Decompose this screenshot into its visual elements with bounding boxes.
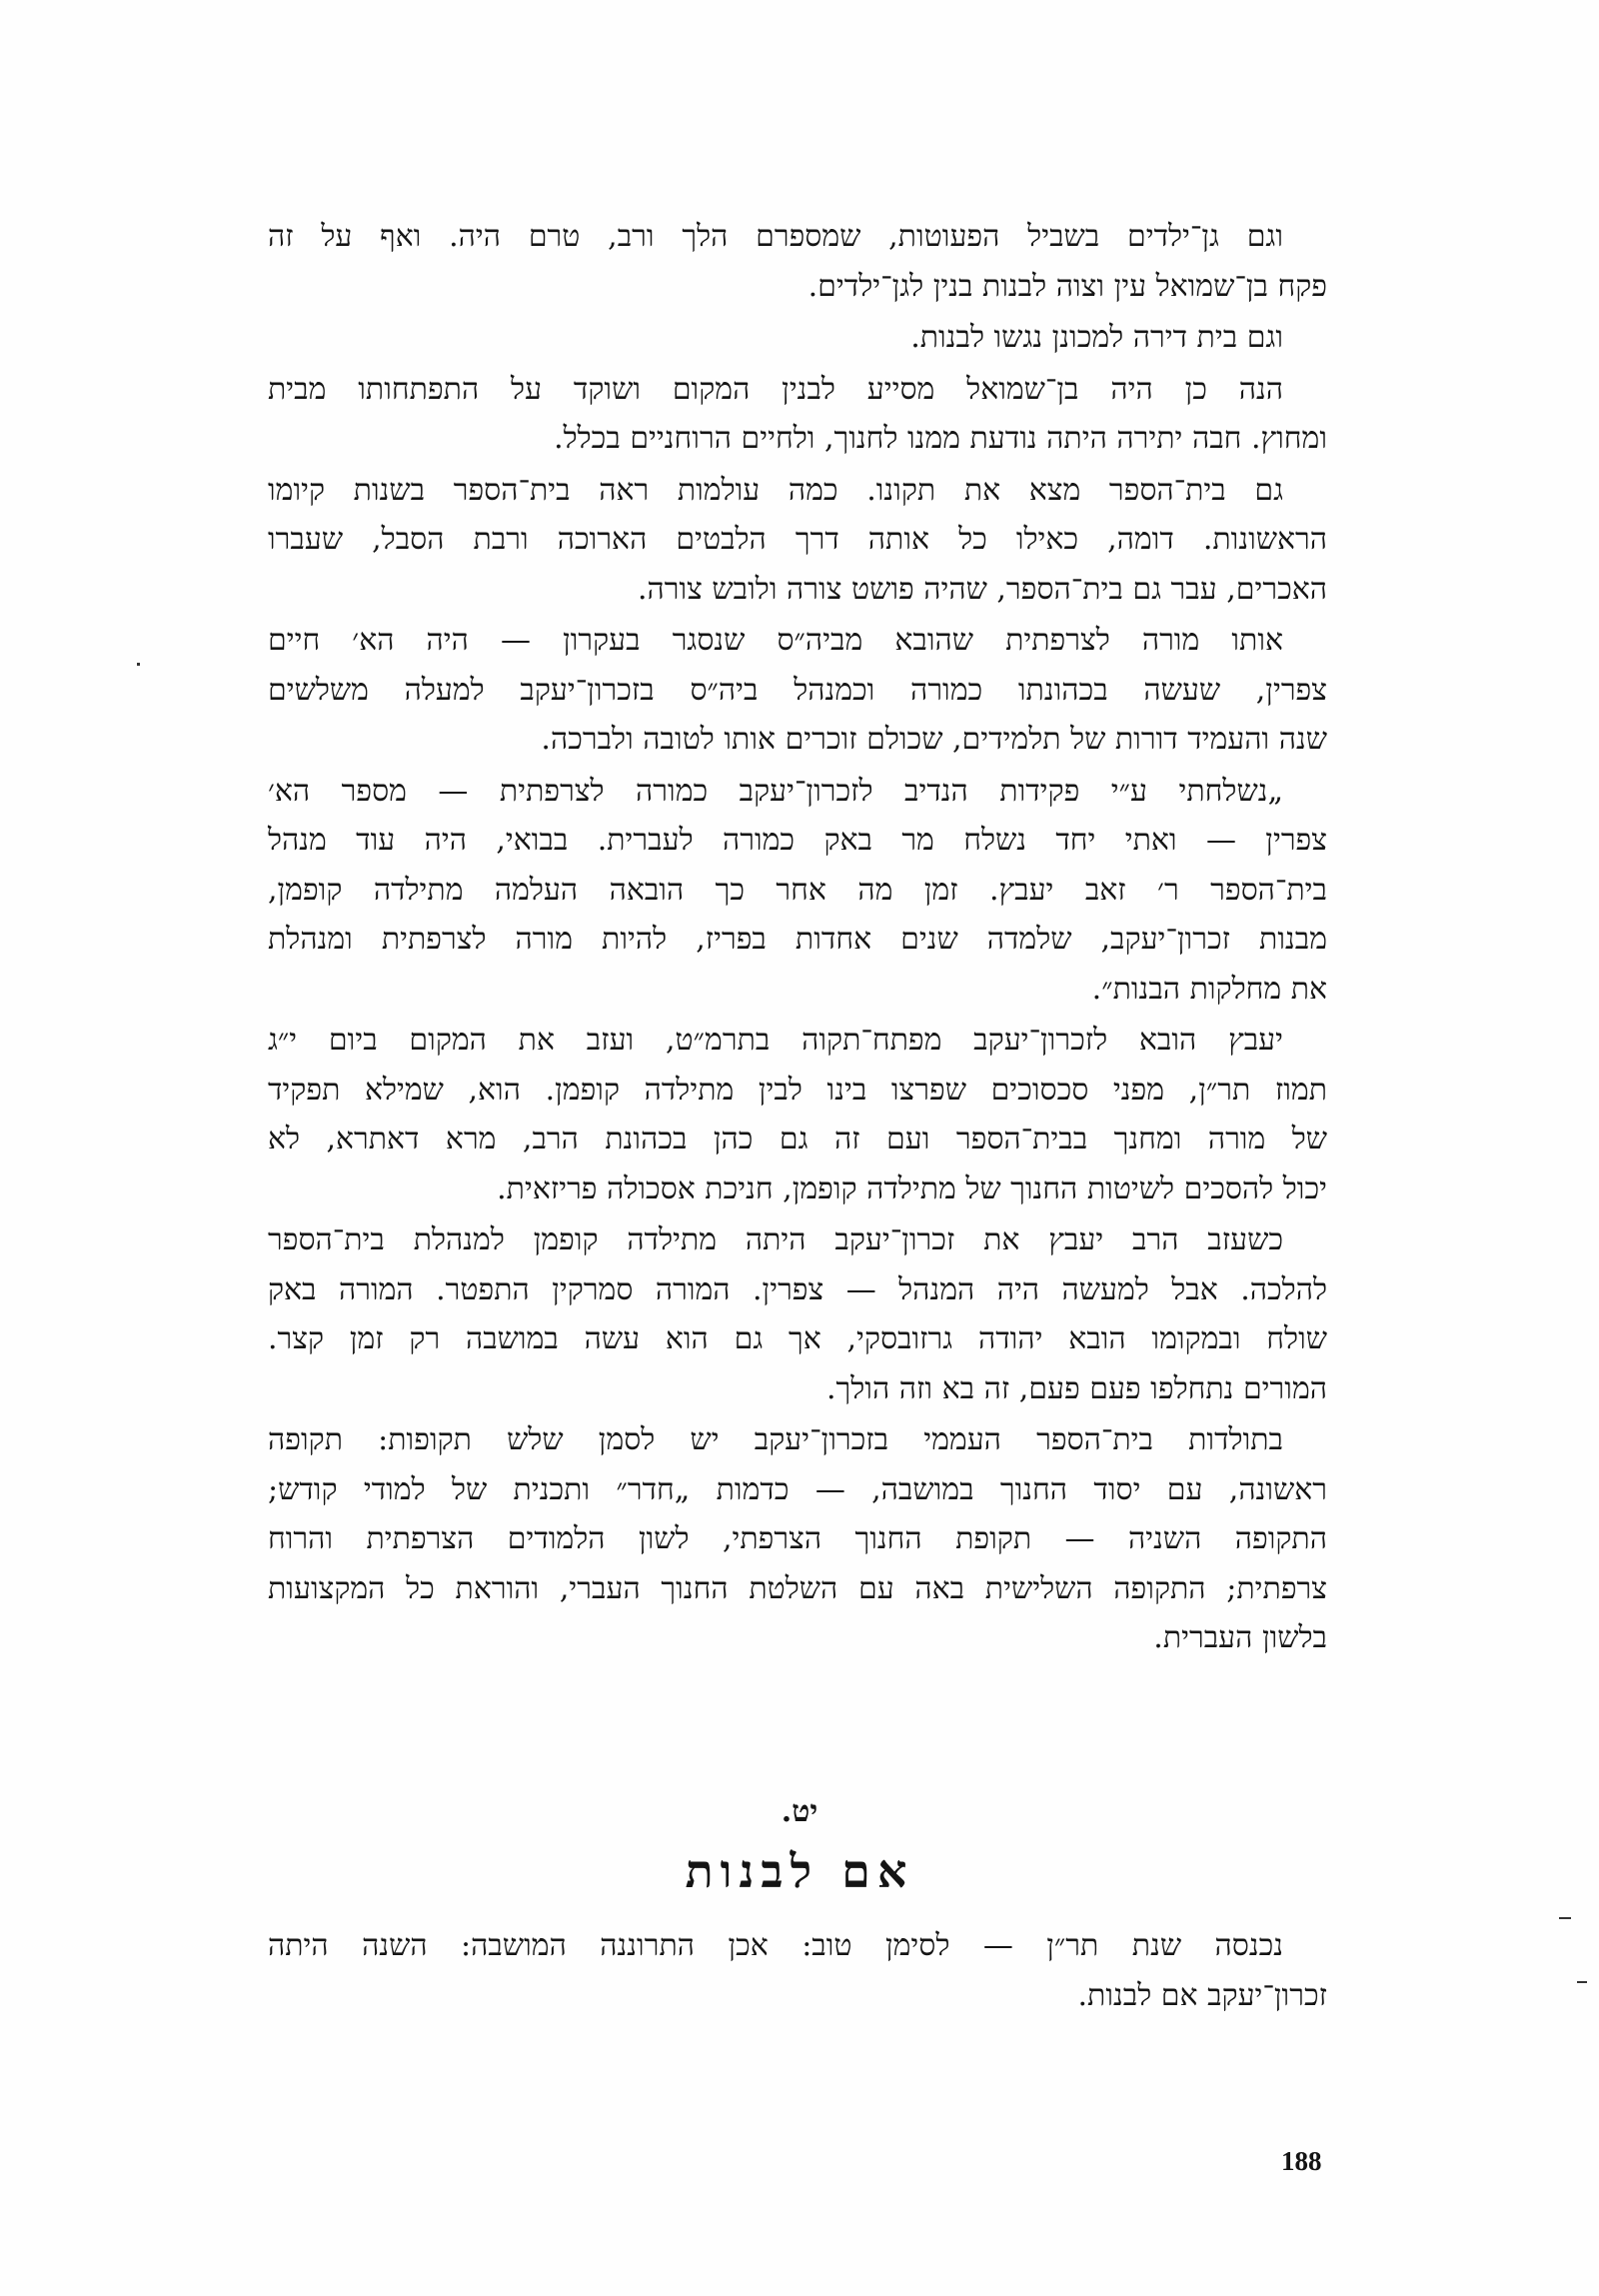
paragraph-three-periods bbox=[268, 1415, 1327, 1663]
text-line: שולח ובמקומו הובא יהודה גרזובסקי, אך גם הוא עשה במושבה רק זמן קצר. bbox=[268, 1321, 1327, 1356]
text-line: נכנסה שנת תר״ן — לסימן טוב: אכן התרוננה המושבה: השנה היתה bbox=[268, 1928, 1283, 1963]
text-line: יכול להסכים לשיטות החנוך של מתילדה קופמן, חניכת אסכולה פריזאית. bbox=[497, 1170, 1327, 1206]
chapter-number: יט. bbox=[781, 1794, 818, 1829]
text-line: אותו מורה לצרפתית שהובא מביה״ס שנסגר בעקרון — היה הא׳ חיים bbox=[268, 623, 1283, 658]
text-line: וגם גן־ילדים בשביל הפעוטות, שמספרם הלך ורב, טרם היה. ואף על זה bbox=[268, 219, 1283, 254]
text-line: ומחוץ. חבה יתירה היתה נודעת ממנו לחנוך, ולחיים הרוחניים בכלל. bbox=[554, 421, 1327, 456]
text-line: ראשונה, עם יסוד החנוך במושבה, — כדמות „חדר״ ותכנית של למודי קודש; bbox=[268, 1471, 1327, 1507]
text-line: בלשון העברית. bbox=[1153, 1620, 1327, 1655]
text-line: שנה והעמיד דורות של תלמידים, שכולם זוכרים אותו לטובה ולברכה. bbox=[541, 722, 1327, 757]
paragraph-french-teacher bbox=[268, 616, 1327, 765]
chapter-title: אם לבנות bbox=[685, 1844, 914, 1898]
paragraph-ben-shmuel bbox=[268, 365, 1327, 464]
text-line: תמוז תר״ן, מפני סכסוכים שפרצו בינו לבין מתילדה קופמן. הוא, שמילא תפקיד bbox=[268, 1072, 1327, 1108]
text-line: יעבץ הובא לזכרון־יעקב מפתח־תקוה בתרמ״ט, ועזב את המקום ביום י״ג bbox=[268, 1023, 1283, 1058]
paragraph-quote-tsafrin bbox=[268, 767, 1327, 1015]
paragraph-yaavetz bbox=[268, 1016, 1327, 1213]
paragraph-housing bbox=[268, 313, 1327, 363]
paragraph-school-history bbox=[268, 466, 1327, 615]
scan-speck bbox=[1577, 1981, 1587, 1983]
text-line: התקופה השניה — תקופת החנוך הצרפתי, לשון הלמודים הצרפתית והרוח bbox=[268, 1521, 1327, 1556]
page-number: 188 bbox=[1281, 2146, 1322, 2176]
text-line: זכרון־יעקב אם לבנות. bbox=[1077, 1977, 1327, 2013]
text-line: להלכה. אבל למעשה היה המנהל — צפרין. המורה סמרקין התפטר. המורה באק bbox=[268, 1271, 1327, 1307]
text-line: כשעזב הרב יעבץ את זכרון־יעקב היתה מתילדה קופמן למנהלת בית־הספר bbox=[268, 1222, 1283, 1257]
text-line: פקח בן־שמואל עין וצוה לבנות בנין לגן־ילדים. bbox=[807, 268, 1327, 304]
text-line: את מחלקות הבנות״. bbox=[1091, 971, 1327, 1007]
text-line: של מורה ומחנך בבית־הספר ועם זה גם כהן בכהונת הרב, מרא דאתרא, לא bbox=[268, 1122, 1327, 1156]
text-line: הראשונות. דומה, כאילו כל אותה דרך הלבטים הארוכה ורבת הסבל, שעברו bbox=[268, 522, 1327, 557]
scan-speck bbox=[1559, 1917, 1571, 1919]
text-line: בית־הספר ר׳ זאב יעבץ. זמן מה אחר כך הובאה העלמה מתילדה קופמן, bbox=[268, 872, 1327, 908]
text-line: „נשלחתי ע״י פקידות הנדיב לזכרון־יעקב כמורה לצרפתית — מספר הא׳ bbox=[268, 773, 1283, 809]
text-line: וגם בית דירה למכונן נגשו לבנות. bbox=[910, 320, 1283, 355]
paragraph-chapter-opening bbox=[268, 1921, 1327, 2020]
text-line: גם בית־הספר מצא את תקונו. כמה עולמות ראה בית־הספר בשנות קיומו bbox=[268, 472, 1283, 508]
body-text bbox=[268, 212, 1327, 1665]
text-line: האכרים, עבר גם בית־הספר, שהיה פושט צורה ולובש צורה. bbox=[637, 571, 1327, 607]
text-line: המורים נתחלפו פעם פעם, זה בא וזה הולך. bbox=[825, 1370, 1327, 1406]
paragraph-after-yaavetz bbox=[268, 1215, 1327, 1413]
text-line: מבנות זכרון־יעקב, שלמדה שנים אחדות בפריז, להיות מורה לצרפתית ומנהלת bbox=[268, 922, 1327, 957]
chapter-body bbox=[268, 1921, 1327, 2022]
text-line: הנה כן היה בן־שמואל מסייע לבנין המקום ושוקד על התפתחותו מבית bbox=[268, 371, 1283, 407]
text-line: צפרין — ואתי יחד נשלח מר באק כמורה לעברית. בבואי, היה עוד מנהל bbox=[268, 823, 1327, 858]
text-line: צרפתית; התקופה השלישית באה עם השלטת החנוך העברי, והוראת כל המקצועות bbox=[268, 1570, 1327, 1606]
text-line: צפרין, שעשה בכהונתו כמורה וכמנהל ביה״ס בזכרון־יעקב למעלה משלשים bbox=[268, 672, 1327, 708]
scan-speck bbox=[137, 663, 140, 666]
text-line: בתולדות בית־הספר העממי בזכרון־יעקב יש לסמן שלש תקופות: תקופה bbox=[268, 1422, 1283, 1457]
paragraph-kindergarten bbox=[268, 212, 1327, 311]
